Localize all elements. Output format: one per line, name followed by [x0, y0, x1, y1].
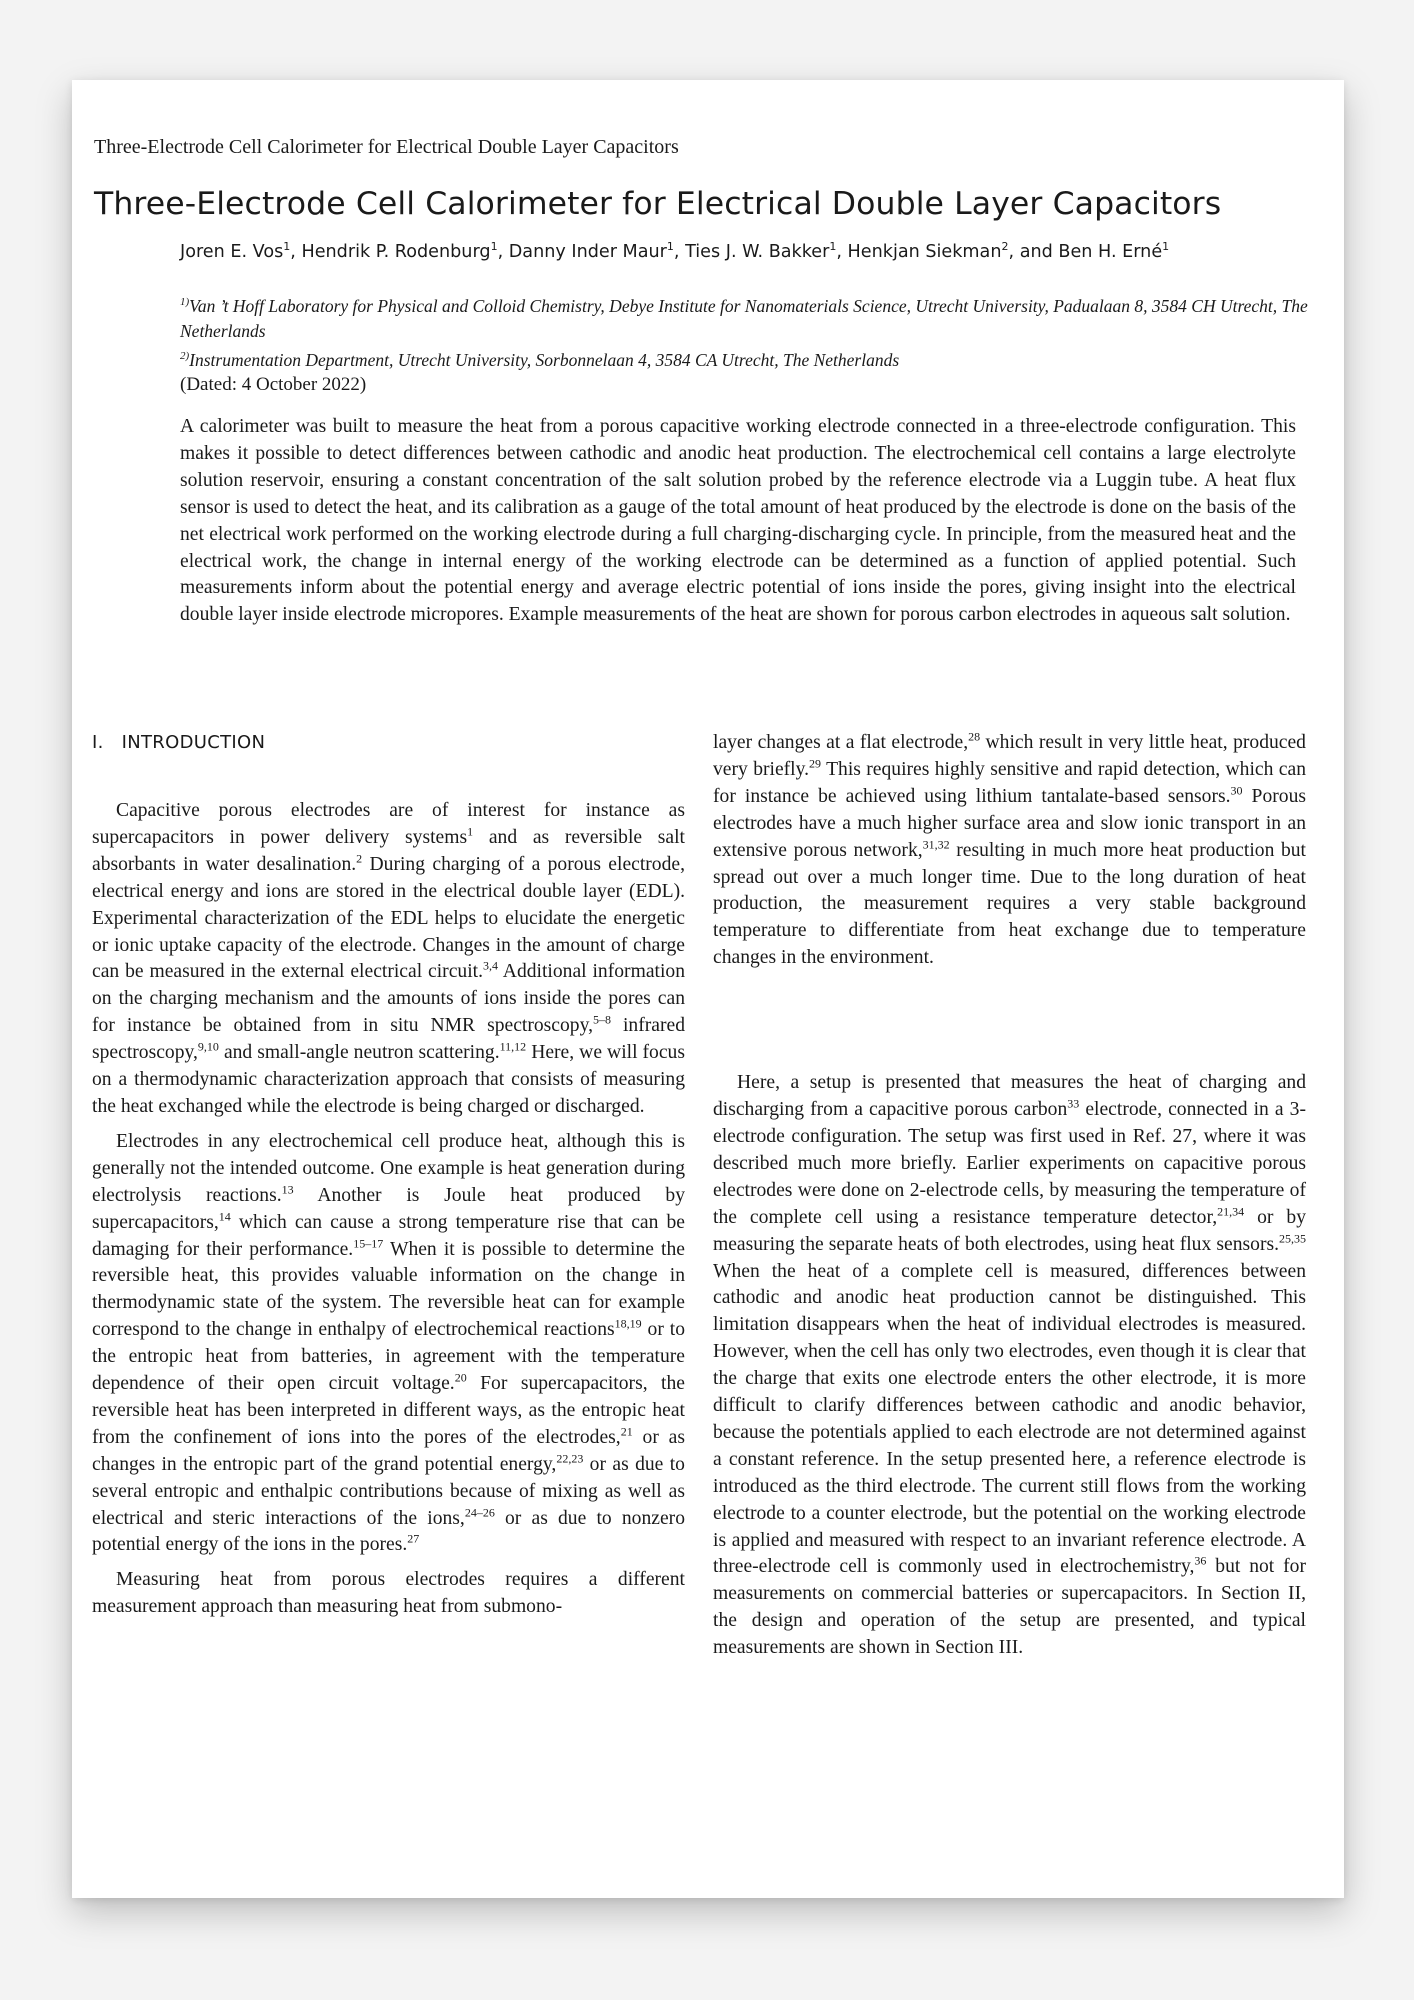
citation-marker: 9,10	[197, 1039, 219, 1054]
text-run: but not for measurements on commercial batteries or supercapacitors. In Section II, the design and operation of the setup are presented, and typical measurements are shown in Section III.	[713, 1556, 1306, 1659]
text-run: When it is possible to determine the reversible heat, this provides valuable information on the change in thermodynamic state of the system. The reversible heat can for example correspond to the change in enthalpy of electrochemical reactions	[92, 1238, 685, 1341]
citation-marker: 18,19	[614, 1316, 642, 1331]
citation-marker: 36	[1194, 1553, 1207, 1568]
section-number: I.	[92, 732, 104, 753]
text-run: or as due to nonzero potential energy of the ions in the pores.	[92, 1507, 685, 1556]
affiliation-1-marker: 1)	[180, 296, 190, 308]
citation-marker: 21	[620, 1424, 633, 1439]
author-name: Hendrik P. Rodenburg	[301, 241, 491, 262]
column-spacer	[713, 972, 1306, 1070]
text-run: infrared spectroscopy,	[92, 1015, 685, 1064]
citation-marker: 22,23	[556, 1451, 584, 1466]
author-name: Ties J. W. Bakker	[685, 241, 830, 262]
citation-marker: 21,34	[1217, 1204, 1245, 1219]
abstract: A calorimeter was built to measure the heat from a porous capacitive working electrode connected in a three-electrode configuration. This makes it possible to detect differences between cathodic and anodic heat production. The electrochemical cell contains a large electrolyte solution reservoir, ensuring a constant concentration of the salt solution probed by the reference electrode via a Luggin tube. A heat flux sensor is used to detect the heat, and its calibration as a gauge of the total amount of heat produced by the electrode is done on the basis of the net electrical work performed on the working electrode during a full charging-discharging cycle. In principle, from the measured heat and the electrical work, the change in internal energy of the working electrode can be determined as a function of applied potential. Such measurements inform about the potential energy and average electric potential of ions inside the pores, giving insight into the electrical double layer inside electrode micropores. Example measurements of the heat are shown for porous carbon electrodes in aqueous salt solution.	[180, 416, 1296, 626]
intro-paragraph-1	[92, 798, 685, 1121]
citation-marker: 14	[218, 1209, 231, 1224]
affiliation-2-marker: 2)	[180, 349, 190, 362]
citation-marker: 25,35	[1279, 1231, 1306, 1246]
text-run: layer changes at a flat electrode,	[713, 732, 969, 753]
author-affiliation-marker: 1	[1162, 240, 1170, 253]
citation-marker: 33	[1067, 1096, 1080, 1111]
author-name: and Ben H. Erné	[1019, 241, 1163, 262]
text-run: Porous electrodes have a much higher surface area and slow ionic transport in an extensive porous network,	[713, 785, 1306, 861]
citation-marker: 3,4	[482, 958, 498, 973]
affiliations	[180, 290, 1330, 373]
affiliation-1	[180, 290, 1330, 344]
paper-title: Three-Electrode Cell Calorimeter for Electrical Double Layer Capacitors	[94, 186, 1222, 222]
text-run: When the heat of a complete cell is measured, differences between cathodic and anodic heat production cannot be distinguished. This limitation disappears when the heat of individual electrodes is measured. However, when the cell has only two electrodes, even though it is clear that the charge that exits one electrode enters the other electrode, it is more difficult to clarify differences between cathodic and anodic behavior, because the potentials applied to each electrode are not determined against a constant reference. In the setup presented here, a reference electrode is introduced as the third electrode. The current still flows from the working electrode to a counter electrode, but the potential on the working electrode is applied and measured with respect to an invariant reference electrode. A three-electrode cell is commonly used in electrochemistry,	[713, 1260, 1306, 1578]
text-run: electrode, connected in a 3-electrode configuration. The setup was first used in Ref. 27, where it was described much more briefly. Earlier experiments on capacitive porous electrodes were done on 2-electrode cells, by measuring the temperature of the complete cell using a resistance temperature detector,	[713, 1099, 1306, 1228]
author-affiliation-marker: 1	[283, 240, 291, 253]
citation-marker: 30	[1230, 783, 1243, 798]
text-run: Capacitive porous electrodes are of interest for instance as supercapacitors in power delivery systems	[92, 800, 685, 848]
text-run: or by measuring the separate heats of both electrodes, using heat flux sensors.	[713, 1206, 1306, 1255]
text-run: Here, we will focus on a thermodynamic characterization approach that consists of measuring the heat exchanged while the electrode is being charged or discharged.	[92, 1042, 685, 1117]
text-run: For supercapacitors, the reversible heat has been interpreted in different ways, as the entropic heat from the confinement of ions into the pores of the electrodes,	[92, 1373, 685, 1448]
author-name: Joren E. Vos	[180, 241, 284, 262]
section-heading	[92, 730, 685, 756]
citation-marker: 13	[281, 1182, 294, 1197]
affiliation-2-text: Instrumentation Department, Utrecht University, Sorbonnelaan 4, 3584 CA Utrecht, The Netherlands	[189, 349, 900, 370]
text-run: Additional information on the charging mechanism and the amounts of ions inside the pores can for instance be obtained from in situ NMR spectroscopy,	[92, 961, 685, 1037]
text-run: Another is Joule heat produced by supercapacitors,	[92, 1184, 685, 1233]
intro-paragraph-2	[92, 1129, 685, 1560]
text-run: or as due to several entropic and enthalpic contributions because of mixing as well as electrical and steric interactions of the ions,	[92, 1453, 685, 1529]
author-list: Joren E. Vos$^1$, Hendrik P. Rodenburg$^1$, Danny Inder Maur$^1$, Ties J. W. Bakker$^1$, Henkjan Siekman$^2$, and Ben H. Erné$^1$	[180, 240, 1170, 262]
text-run: Here, a setup is presented that measures the heat of charging and discharging from a capacitive porous carbon	[713, 1072, 1306, 1121]
text-run: which result in very little heat, produced very briefly.	[713, 732, 1306, 780]
text-run: which can cause a strong temperature rise that can be damaging for their performance.	[92, 1211, 685, 1260]
author-affiliation-marker: 1	[829, 240, 837, 253]
date-line: (Dated: 4 October 2022)	[180, 374, 367, 395]
affiliation-1-text: Van ’t Hoff Laboratory for Physical and Colloid Chemistry, Debye Institute for Nanomaterials Science, Utrecht University, Padualaan 8, 3584 CH Utrecht, The Netherlands	[180, 295, 1308, 341]
text-run: During charging of a porous electrode, electrical energy and ions are stored in the electrical double layer (EDL). Experimental characterization of the EDL helps to elucidate the energetic or ionic uptake capacity of the electrode. Changes in the amount of charge can be measured in the external electrical circuit.	[92, 853, 685, 983]
citation-marker: 11,12	[499, 1039, 527, 1054]
author-affiliation-marker: 2	[1001, 240, 1009, 253]
citation-marker: 31,32	[922, 837, 950, 852]
running-title: Three-Electrode Cell Calorimeter for Electrical Double Layer Capacitors	[94, 136, 679, 158]
paper-page	[72, 80, 1344, 1898]
citation-marker: 28	[968, 729, 981, 744]
affiliation-2	[180, 344, 1330, 373]
citation-marker: 2	[356, 851, 363, 866]
author-affiliation-marker: 1	[490, 240, 498, 253]
right-column	[713, 730, 1306, 1662]
text-run: resulting in much more heat production but spread out over a much longer time. Due to the long duration of heat production, the measurement requires a very stable background temperature to differentiate from heat exchange due to temperature changes in the environment.	[713, 839, 1307, 969]
citation-marker: 15–17	[353, 1235, 384, 1250]
text-run: Electrodes in any electrochemical cell produce heat, although this is generally not the intended outcome. One example is heat generation during electrolysis reactions.	[92, 1130, 685, 1206]
text-run: or to the entropic heat from batteries, in agreement with the temperature dependence of their open circuit voltage.	[92, 1319, 685, 1395]
citation-marker: 1	[467, 824, 474, 839]
author-name: Danny Inder Maur	[508, 241, 667, 262]
section-title: INTRODUCTION	[121, 732, 266, 753]
author-affiliation-marker: 1	[666, 240, 674, 253]
intro-paragraph-3-continued	[713, 730, 1306, 972]
text-run: or as changes in the entropic part of the grand potential energy,	[92, 1426, 685, 1475]
citation-marker: 27	[407, 1531, 420, 1546]
citation-marker: 24–26	[464, 1505, 495, 1520]
intro-paragraph-3	[92, 1567, 685, 1621]
citation-marker: 20	[454, 1370, 467, 1385]
text-run: This requires highly sensitive and rapid detection, which can for instance be achieved using lithium tantalate-based sensors.	[713, 758, 1306, 807]
citation-marker: 5–8	[593, 1012, 612, 1027]
intro-paragraph-4	[713, 1070, 1306, 1662]
text-run: and as reversible salt absorbants in water desalination.	[92, 826, 685, 875]
citation-marker: 29	[809, 756, 822, 771]
text-run: and small-angle neutron scattering.	[218, 1042, 500, 1064]
left-column	[92, 730, 685, 1621]
author-name: Henkjan Siekman	[847, 241, 1002, 262]
text-run: Measuring heat from porous electrodes requires a different measurement approach than measuring heat from submono-	[92, 1569, 685, 1618]
